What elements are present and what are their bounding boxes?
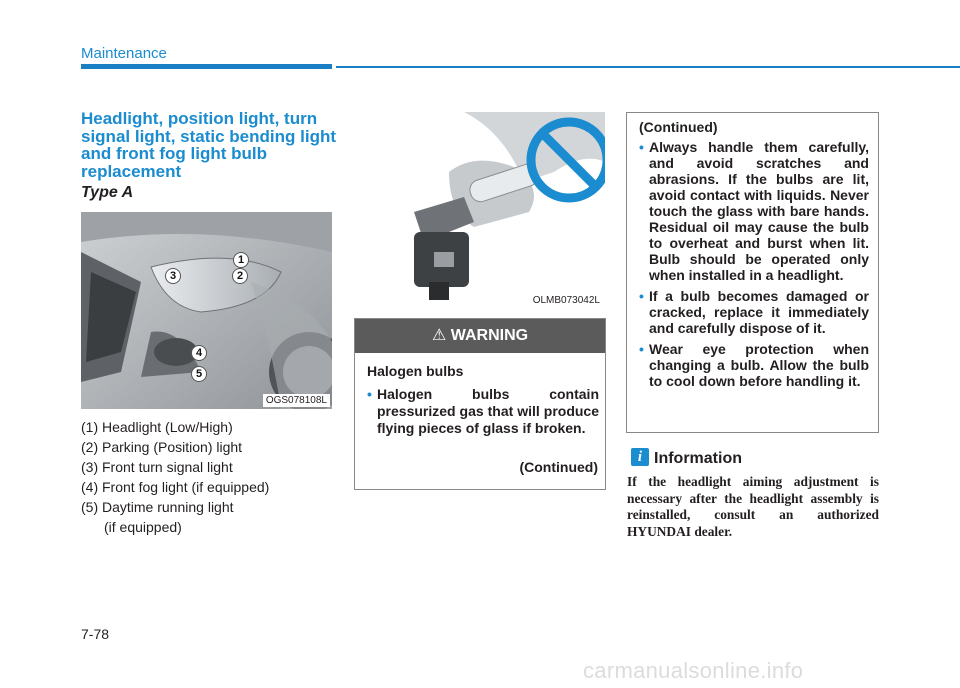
warning-header — [355, 319, 605, 353]
section-label: Maintenance — [81, 45, 167, 62]
continued-item-1: • Always handle them carefully, and avoid scratches and abrasions. If the bulbs are lit, avoid contact with liquids. Never touch the glass with bare hands. Residual oil may cause the bulb to overheat and burst when lit. Bulb should be operated only when installed in a headlight. — [639, 139, 869, 283]
callout-5: 5 — [191, 366, 207, 382]
continued-item-2: • If a bulb becomes damaged or cracked, replace it immediately and carefully dispose of it. — [639, 288, 869, 336]
continued-warning-box — [626, 112, 879, 433]
part-item-5-line2: (if equipped) — [104, 519, 182, 535]
continued-title: (Continued) — [639, 119, 718, 135]
warning-continued: (Continued) — [519, 459, 598, 475]
part-item-4: (4) Front fog light (if equipped) — [81, 479, 270, 495]
part-item-2: (2) Parking (Position) light — [81, 439, 243, 455]
header-rule-thin — [336, 66, 960, 68]
callout-2: 2 — [232, 268, 248, 284]
figure-code: OLMB073042L — [530, 294, 603, 307]
bulb-illustration — [354, 112, 605, 309]
information-icon: i — [631, 448, 649, 466]
warning-label: WARNING — [450, 327, 529, 344]
bullet-icon: • — [639, 139, 644, 155]
part-item-1: (1) Headlight (Low/High) — [81, 419, 233, 435]
part-item-5-line1: (5) Daytime running light — [81, 499, 234, 515]
bullet-icon: • — [639, 288, 644, 304]
bullet-icon: • — [639, 341, 644, 357]
warning-item: • Halogen bulbs contain pressurized gas that will produce flying pieces of glass if broken. — [367, 386, 599, 436]
warning-triangle-icon: ⚠ — [431, 327, 447, 344]
continued-body — [639, 119, 869, 394]
information-text: If the headlight aiming adjustment is necessary after the headlight assembly is reinstalled, consult an authorized HYUNDAI dealer. — [627, 474, 879, 539]
car-headlight-figure — [81, 212, 332, 409]
bullet-icon: • — [367, 386, 372, 402]
car-illustration — [81, 212, 332, 409]
callout-1: 1 — [233, 252, 249, 268]
warning-body — [367, 363, 599, 437]
information-title: Information — [654, 450, 742, 467]
continued-item-3: • Wear eye protection when changing a bulb. Allow the bulb to cool down before handling it. — [639, 341, 869, 389]
part-item-3: (3) Front turn signal light — [81, 459, 233, 475]
callout-4: 4 — [191, 345, 207, 361]
figure-code: OGS078108L — [263, 394, 330, 407]
page-heading: Headlight, position light, turn signal light, static bending light and front fog light bulb replacement — [81, 109, 336, 181]
bulb-handling-figure — [354, 112, 605, 309]
parts-list — [81, 417, 341, 537]
callout-3: 3 — [165, 268, 181, 284]
page-number: 7-78 — [81, 626, 110, 642]
watermark: carmanualsonline.info — [583, 658, 804, 683]
warning-title: Halogen bulbs — [367, 363, 464, 379]
type-label: Type A — [81, 184, 134, 201]
part-item-5 — [81, 497, 341, 537]
header-rule-thick — [81, 64, 332, 69]
warning-box — [354, 318, 606, 490]
